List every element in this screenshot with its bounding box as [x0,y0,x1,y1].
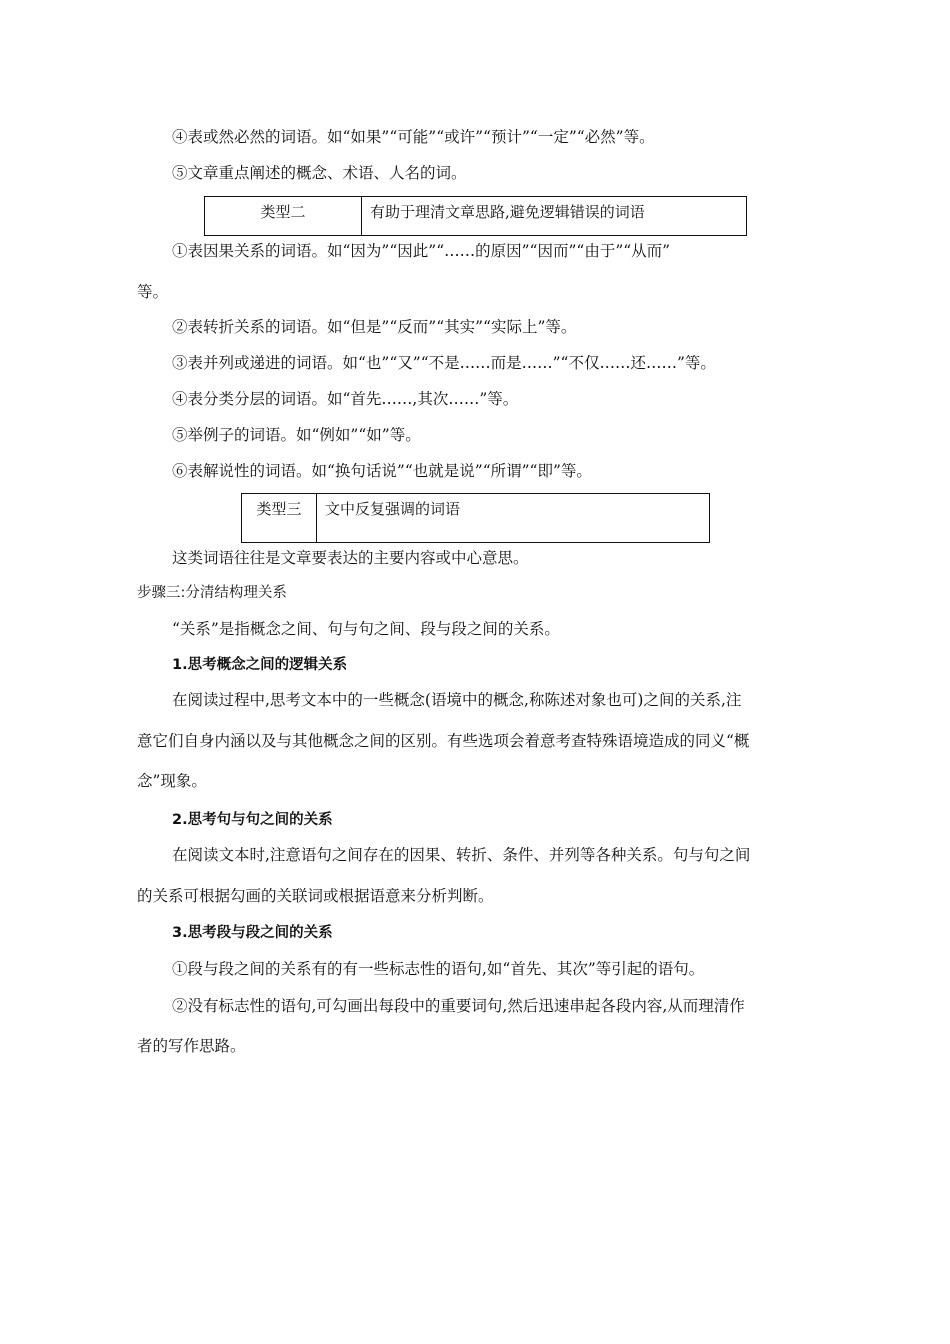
list-item: ⑤举例子的词语。如“例如”“如”等。 [172,426,421,444]
paragraph-line: 的关系可根据勾画的关联词或根据语意来分析判断。 [137,887,494,905]
paragraph-line: 者的写作思路。 [137,1037,246,1055]
section-heading-1: 1.思考概念之间的逻辑关系 [172,657,348,673]
list-item: ④表或然必然的词语。如“如果”“可能”“或许”“预计”“一定”“必然”等。 [172,128,655,146]
step3-intro: “关系”是指概念之间、句与句之间、段与段之间的关系。 [172,620,560,638]
paragraph-line: ①段与段之间的关系有的有一些标志性的语句,如“首先、其次”等引起的语句。 [172,960,705,978]
section-heading-3: 3.思考段与段之间的关系 [172,925,333,941]
type2-label: 类型二 [205,197,362,236]
list-item: ③表并列或递进的词语。如“也”“又”“不是……而是……”“不仅……还……”等。 [172,354,716,372]
type3-box [241,493,710,543]
paragraph-line: 意它们自身内涵以及与其他概念之间的区别。有些选项会着意考查特殊语境造成的同义“概 [137,732,750,750]
step3-title: 步骤三:分清结构理关系 [137,585,287,601]
type2-desc: 有助于理清文章思路,避免逻辑错误的词语 [362,197,747,236]
list-item: ⑥表解说性的词语。如“换句话说”“也就是说”“所谓”“即”等。 [172,462,592,480]
paragraph-line: ②没有标志性的语句,可勾画出每段中的重要词句,然后迅速串起各段内容,从而理清作 [172,997,745,1015]
type3-label: 类型三 [242,494,317,543]
section-heading-2: 2.思考句与句之间的关系 [172,812,333,828]
list-item: ②表转折关系的词语。如“但是”“反而”“其实”“实际上”等。 [172,318,577,336]
paragraph-line: 在阅读文本时,注意语句之间存在的因果、转折、条件、并列等各种关系。句与句之间 [172,846,751,864]
list-item: 等。 [137,283,169,301]
paragraph-line: 在阅读过程中,思考文本中的一些概念(语境中的概念,称陈述对象也可)之间的关系,注 [172,691,742,709]
paragraph-line: 念”现象。 [137,772,207,790]
list-item: ⑤文章重点阐述的概念、术语、人名的词。 [172,164,467,182]
list-item: ④表分类分层的词语。如“首先……,其次……”等。 [172,390,519,408]
type3-desc: 文中反复强调的词语 [317,494,710,543]
type3-note: 这类词语往往是文章要表达的主要内容或中心意思。 [172,549,529,567]
type2-box [204,196,747,236]
list-item: ①表因果关系的词语。如“因为”“因此”“……的原因”“因而”“由于”“从而” [172,242,671,260]
